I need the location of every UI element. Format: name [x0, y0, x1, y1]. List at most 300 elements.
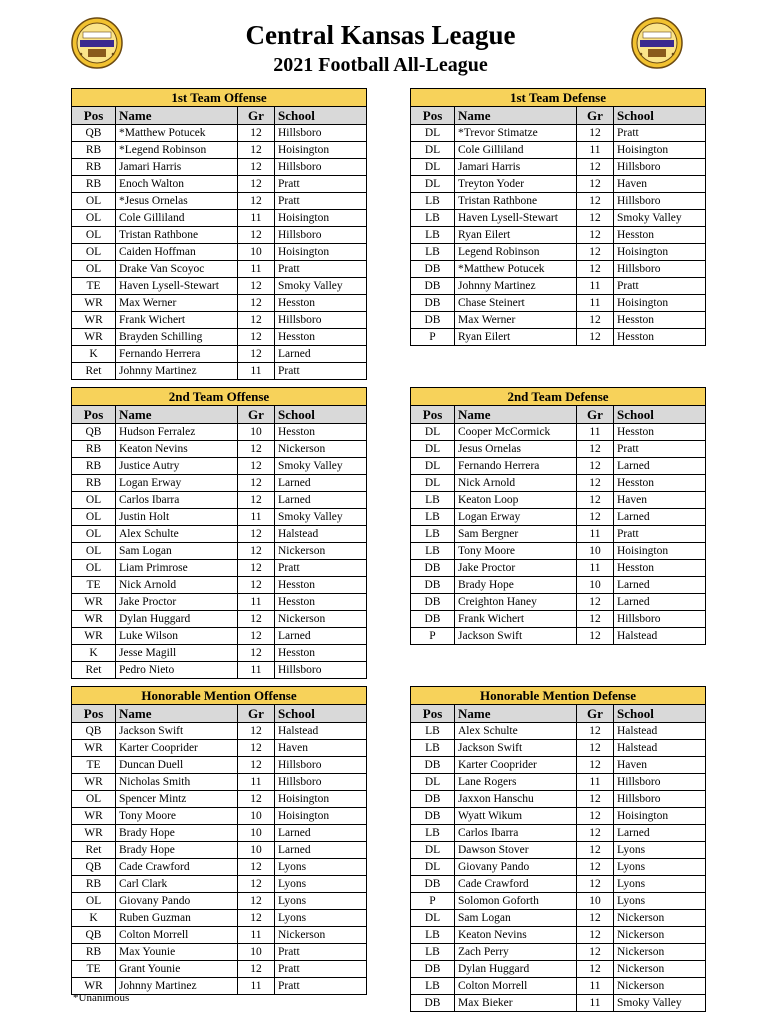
grade-cell: 12 [577, 825, 614, 842]
position-cell: LB [411, 244, 455, 261]
table-row [72, 424, 367, 441]
position-cell: LB [411, 509, 455, 526]
position-cell: DL [411, 859, 455, 876]
school-cell: Lyons [275, 859, 367, 876]
grade-cell: 12 [577, 757, 614, 774]
grade-cell: 11 [577, 560, 614, 577]
player-name-cell: Keaton Nevins [455, 927, 577, 944]
school-cell: Hoisington [275, 142, 367, 159]
grade-cell: 12 [238, 910, 275, 927]
table-row [411, 509, 706, 526]
column-header-gr: Gr [238, 406, 275, 424]
table-caption: Honorable Mention Defense [411, 687, 706, 705]
grade-cell: 10 [238, 424, 275, 441]
position-cell: P [411, 628, 455, 645]
school-cell: Nickerson [614, 978, 706, 995]
grade-cell: 11 [238, 774, 275, 791]
player-name-cell: Legend Robinson [455, 244, 577, 261]
league-seal-icon [631, 16, 683, 70]
table-row [411, 125, 706, 142]
position-cell: TE [72, 961, 116, 978]
table-row [411, 774, 706, 791]
page-title: Central Kansas League [245, 20, 516, 50]
table-row [72, 244, 367, 261]
school-cell: Hoisington [614, 142, 706, 159]
player-name-cell: Wyatt Wikum [455, 808, 577, 825]
player-name-cell: Creighton Haney [455, 594, 577, 611]
column-header-school: School [614, 406, 706, 424]
grade-cell: 12 [238, 577, 275, 594]
position-cell: P [411, 329, 455, 346]
column-header-name: Name [116, 705, 238, 723]
table-row [411, 176, 706, 193]
player-name-cell: Jaxxon Hanschu [455, 791, 577, 808]
player-name-cell: Max Werner [116, 295, 238, 312]
grade-cell: 12 [577, 159, 614, 176]
school-cell: Halstead [614, 723, 706, 740]
table-row [72, 142, 367, 159]
school-cell: Hoisington [275, 244, 367, 261]
school-cell: Haven [275, 740, 367, 757]
school-cell: Nickerson [275, 611, 367, 628]
player-name-cell: Alex Schulte [455, 723, 577, 740]
player-name-cell: Zach Perry [455, 944, 577, 961]
player-name-cell: Lane Rogers [455, 774, 577, 791]
table-row [411, 210, 706, 227]
player-name-cell: Dylan Huggard [116, 611, 238, 628]
player-name-cell: Tristan Rathbone [116, 227, 238, 244]
column-header-name: Name [455, 406, 577, 424]
grade-cell: 12 [577, 791, 614, 808]
table-row [72, 825, 367, 842]
table-row [72, 526, 367, 543]
school-cell: Larned [614, 594, 706, 611]
grade-cell: 12 [577, 842, 614, 859]
table-row [72, 295, 367, 312]
grade-cell: 12 [577, 329, 614, 346]
player-name-cell: Nicholas Smith [116, 774, 238, 791]
position-cell: LB [411, 825, 455, 842]
position-cell: DL [411, 176, 455, 193]
grade-cell: 12 [238, 628, 275, 645]
school-cell: Lyons [275, 910, 367, 927]
player-name-cell: Giovany Pando [116, 893, 238, 910]
position-cell: WR [72, 774, 116, 791]
position-cell: DL [411, 125, 455, 142]
table-row [72, 645, 367, 662]
grade-cell: 11 [238, 509, 275, 526]
school-cell: Pratt [275, 193, 367, 210]
page-subtitle: 2021 Football All-League [273, 54, 488, 76]
school-cell: Lyons [614, 842, 706, 859]
player-name-cell: Brady Hope [116, 825, 238, 842]
school-cell: Hesston [275, 329, 367, 346]
position-cell: RB [72, 176, 116, 193]
grade-cell: 12 [577, 509, 614, 526]
column-header-gr: Gr [577, 107, 614, 125]
grade-cell: 12 [577, 210, 614, 227]
column-header-pos: Pos [411, 705, 455, 723]
school-cell: Pratt [275, 978, 367, 995]
player-name-cell: Keaton Loop [455, 492, 577, 509]
grade-cell: 11 [577, 142, 614, 159]
table-row [411, 927, 706, 944]
position-cell: DL [411, 910, 455, 927]
position-cell: DB [411, 808, 455, 825]
column-header-gr: Gr [238, 705, 275, 723]
school-cell: Nickerson [275, 927, 367, 944]
player-name-cell: Chase Steinert [455, 295, 577, 312]
school-cell: Pratt [275, 944, 367, 961]
player-name-cell: Alex Schulte [116, 526, 238, 543]
column-header-name: Name [455, 107, 577, 125]
table-row [411, 244, 706, 261]
player-name-cell: Caiden Hoffman [116, 244, 238, 261]
position-cell: RB [72, 458, 116, 475]
school-cell: Hillsboro [614, 791, 706, 808]
grade-cell: 10 [238, 944, 275, 961]
player-name-cell: Ruben Guzman [116, 910, 238, 927]
column-header-pos: Pos [72, 107, 116, 125]
position-cell: OL [72, 193, 116, 210]
table-row [72, 859, 367, 876]
footnote: *Unanimous [73, 992, 130, 1004]
player-name-cell: Carl Clark [116, 876, 238, 893]
school-cell: Larned [275, 825, 367, 842]
player-name-cell: Cooper McCormick [455, 424, 577, 441]
school-cell: Hesston [614, 424, 706, 441]
table-row [411, 577, 706, 594]
school-cell: Hillsboro [614, 159, 706, 176]
column-header-school: School [614, 107, 706, 125]
school-cell: Lyons [275, 876, 367, 893]
grade-cell: 12 [577, 740, 614, 757]
grade-cell: 11 [577, 995, 614, 1012]
school-cell: Hillsboro [275, 662, 367, 679]
grade-cell: 11 [238, 927, 275, 944]
grade-cell: 12 [238, 611, 275, 628]
grade-cell: 12 [577, 475, 614, 492]
player-name-cell: Frank Wichert [455, 611, 577, 628]
position-cell: OL [72, 261, 116, 278]
grade-cell: 12 [238, 961, 275, 978]
player-name-cell: Brady Hope [116, 842, 238, 859]
grade-cell: 12 [238, 645, 275, 662]
column-header-name: Name [116, 406, 238, 424]
table-row [72, 312, 367, 329]
table-row [411, 961, 706, 978]
position-cell: OL [72, 526, 116, 543]
player-name-cell: Jake Proctor [455, 560, 577, 577]
player-name-cell: Drake Van Scoyoc [116, 261, 238, 278]
position-cell: WR [72, 295, 116, 312]
school-cell: Hillsboro [275, 159, 367, 176]
grade-cell: 11 [238, 662, 275, 679]
column-header-gr: Gr [577, 406, 614, 424]
page-header [0, 0, 761, 86]
table-row [411, 893, 706, 910]
grade-cell: 12 [238, 125, 275, 142]
school-cell: Hillsboro [275, 125, 367, 142]
position-cell: K [72, 346, 116, 363]
player-name-cell: *Trevor Stimatze [455, 125, 577, 142]
position-cell: P [411, 893, 455, 910]
table-row [411, 611, 706, 628]
table-caption: 2nd Team Offense [72, 388, 367, 406]
table-row [72, 594, 367, 611]
table-row [72, 543, 367, 560]
school-cell: Nickerson [614, 944, 706, 961]
player-name-cell: Grant Younie [116, 961, 238, 978]
table-row [72, 176, 367, 193]
player-name-cell: Jake Proctor [116, 594, 238, 611]
school-cell: Halstead [275, 526, 367, 543]
table-row [72, 346, 367, 363]
grade-cell: 12 [238, 329, 275, 346]
school-cell: Smoky Valley [275, 509, 367, 526]
table-row [411, 441, 706, 458]
player-name-cell: Jackson Swift [116, 723, 238, 740]
position-cell: OL [72, 509, 116, 526]
position-cell: DB [411, 594, 455, 611]
table-row [411, 842, 706, 859]
grade-cell: 12 [577, 492, 614, 509]
player-name-cell: Nick Arnold [116, 577, 238, 594]
table-row [72, 577, 367, 594]
table-caption: 1st Team Defense [411, 89, 706, 107]
column-header-school: School [275, 406, 367, 424]
player-name-cell: Colton Morrell [116, 927, 238, 944]
school-cell: Larned [275, 475, 367, 492]
table-row [72, 774, 367, 791]
grade-cell: 12 [238, 560, 275, 577]
grade-cell: 12 [238, 723, 275, 740]
school-cell: Haven [614, 757, 706, 774]
grade-cell: 12 [238, 227, 275, 244]
table-row [72, 876, 367, 893]
position-cell: DB [411, 791, 455, 808]
player-name-cell: Giovany Pando [455, 859, 577, 876]
school-cell: Lyons [614, 876, 706, 893]
position-cell: OL [72, 893, 116, 910]
position-cell: DB [411, 611, 455, 628]
player-name-cell: Justice Autry [116, 458, 238, 475]
grade-cell: 12 [577, 876, 614, 893]
table-row [411, 295, 706, 312]
table-row [72, 261, 367, 278]
table-row [72, 611, 367, 628]
player-name-cell: Jackson Swift [455, 628, 577, 645]
school-cell: Hesston [614, 227, 706, 244]
table-row [72, 893, 367, 910]
table-row [411, 560, 706, 577]
position-cell: OL [72, 791, 116, 808]
table-row [411, 424, 706, 441]
table-row [72, 159, 367, 176]
grade-cell: 12 [238, 193, 275, 210]
grade-cell: 11 [238, 261, 275, 278]
player-name-cell: Liam Primrose [116, 560, 238, 577]
position-cell: LB [411, 492, 455, 509]
school-cell: Nickerson [275, 441, 367, 458]
position-cell: WR [72, 628, 116, 645]
player-name-cell: Jesus Ornelas [455, 441, 577, 458]
school-cell: Larned [614, 458, 706, 475]
position-cell: TE [72, 278, 116, 295]
position-cell: QB [72, 125, 116, 142]
column-header-row [72, 406, 367, 424]
school-cell: Lyons [614, 859, 706, 876]
school-cell: Hoisington [614, 244, 706, 261]
table-row [411, 526, 706, 543]
table-row [411, 312, 706, 329]
player-name-cell: Hudson Ferralez [116, 424, 238, 441]
grade-cell: 12 [577, 441, 614, 458]
table-row [72, 910, 367, 927]
school-cell: Larned [614, 509, 706, 526]
player-name-cell: Karter Cooprider [116, 740, 238, 757]
player-name-cell: Jesse Magill [116, 645, 238, 662]
school-cell: Hillsboro [614, 774, 706, 791]
school-cell: Pratt [275, 261, 367, 278]
grade-cell: 11 [238, 363, 275, 380]
table-row [72, 662, 367, 679]
column-header-school: School [614, 705, 706, 723]
column-header-row [72, 107, 367, 125]
player-name-cell: Logan Erway [455, 509, 577, 526]
position-cell: DB [411, 312, 455, 329]
school-cell: Smoky Valley [275, 278, 367, 295]
table-row [411, 458, 706, 475]
school-cell: Smoky Valley [614, 995, 706, 1012]
player-name-cell: Keaton Nevins [116, 441, 238, 458]
player-name-cell: Sam Bergner [455, 526, 577, 543]
school-cell: Hesston [275, 645, 367, 662]
position-cell: Ret [72, 662, 116, 679]
grade-cell: 11 [577, 295, 614, 312]
grade-cell: 12 [238, 159, 275, 176]
player-name-cell: Carlos Ibarra [455, 825, 577, 842]
table-row [72, 740, 367, 757]
table-row [411, 278, 706, 295]
position-cell: DB [411, 577, 455, 594]
grade-cell: 12 [577, 227, 614, 244]
table-row [411, 757, 706, 774]
table-row [411, 492, 706, 509]
grade-cell: 11 [577, 278, 614, 295]
table-row [411, 859, 706, 876]
position-cell: OL [72, 492, 116, 509]
position-cell: DB [411, 295, 455, 312]
position-cell: LB [411, 193, 455, 210]
player-name-cell: Jackson Swift [455, 740, 577, 757]
player-name-cell: Johnny Martinez [116, 363, 238, 380]
table-row [72, 329, 367, 346]
table-row [411, 825, 706, 842]
player-name-cell: Frank Wichert [116, 312, 238, 329]
school-cell: Larned [275, 628, 367, 645]
grade-cell: 12 [577, 910, 614, 927]
honorable-mention-defense-table [410, 686, 706, 1012]
player-name-cell: Cade Crawford [455, 876, 577, 893]
school-cell: Halstead [614, 628, 706, 645]
position-cell: WR [72, 611, 116, 628]
school-cell: Pratt [614, 526, 706, 543]
school-cell: Pratt [614, 441, 706, 458]
table-row [411, 543, 706, 560]
position-cell: OL [72, 244, 116, 261]
grade-cell: 12 [238, 142, 275, 159]
table-row [411, 329, 706, 346]
table-row [72, 475, 367, 492]
position-cell: WR [72, 740, 116, 757]
grade-cell: 12 [238, 876, 275, 893]
player-name-cell: Brayden Schilling [116, 329, 238, 346]
school-cell: Smoky Valley [614, 210, 706, 227]
grade-cell: 11 [238, 978, 275, 995]
school-cell: Haven [614, 492, 706, 509]
grade-cell: 11 [577, 526, 614, 543]
column-header-row [411, 107, 706, 125]
table-row [72, 210, 367, 227]
grade-cell: 12 [238, 526, 275, 543]
grade-cell: 12 [577, 193, 614, 210]
school-cell: Hoisington [614, 295, 706, 312]
table-row [72, 363, 367, 380]
position-cell: DL [411, 842, 455, 859]
school-cell: Hesston [614, 312, 706, 329]
table-row [411, 227, 706, 244]
table-row [411, 808, 706, 825]
column-header-pos: Pos [72, 406, 116, 424]
column-header-pos: Pos [72, 705, 116, 723]
honorable-mention-offense-table [71, 686, 367, 995]
grade-cell: 12 [577, 594, 614, 611]
position-cell: DL [411, 458, 455, 475]
position-cell: TE [72, 577, 116, 594]
school-cell: Pratt [614, 125, 706, 142]
table-row [411, 261, 706, 278]
player-name-cell: Max Werner [455, 312, 577, 329]
school-cell: Haven [614, 176, 706, 193]
player-name-cell: Treyton Yoder [455, 176, 577, 193]
player-name-cell: Tony Moore [455, 543, 577, 560]
grade-cell: 11 [577, 424, 614, 441]
position-cell: LB [411, 227, 455, 244]
table-row [411, 740, 706, 757]
player-name-cell: Sam Logan [455, 910, 577, 927]
table-row [72, 193, 367, 210]
table-caption: 1st Team Offense [72, 89, 367, 107]
player-name-cell: Dylan Huggard [455, 961, 577, 978]
position-cell: QB [72, 723, 116, 740]
column-header-name: Name [116, 107, 238, 125]
school-cell: Pratt [275, 560, 367, 577]
grade-cell: 12 [577, 261, 614, 278]
player-name-cell: Cole Gilliland [455, 142, 577, 159]
grade-cell: 12 [577, 244, 614, 261]
table-row [411, 723, 706, 740]
school-cell: Hillsboro [275, 227, 367, 244]
table-row [72, 278, 367, 295]
position-cell: RB [72, 159, 116, 176]
school-cell: Pratt [275, 363, 367, 380]
position-cell: TE [72, 757, 116, 774]
grade-cell: 11 [238, 594, 275, 611]
position-cell: OL [72, 560, 116, 577]
grade-cell: 12 [577, 125, 614, 142]
school-cell: Hoisington [275, 808, 367, 825]
